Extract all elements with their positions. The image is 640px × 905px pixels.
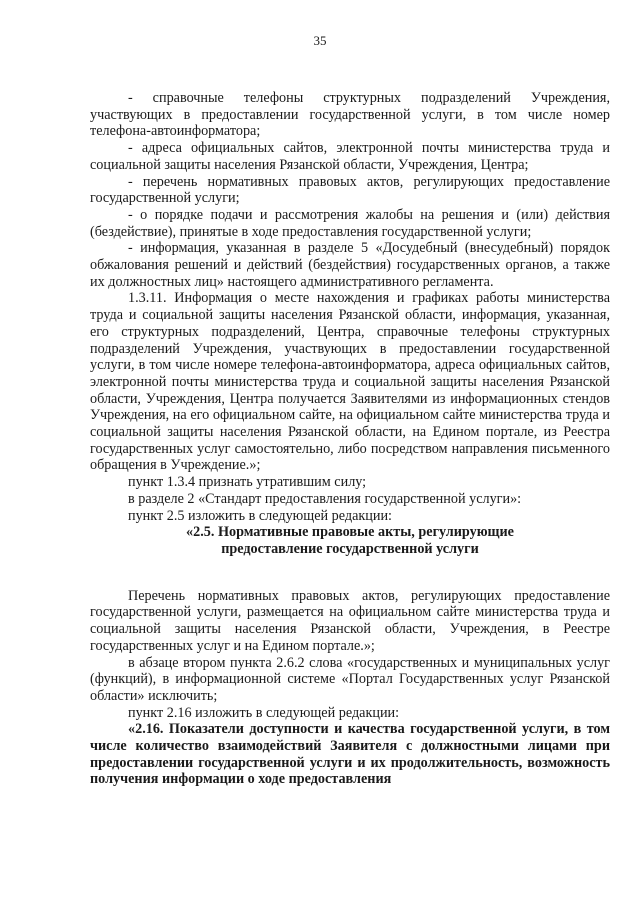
document-body (90, 90, 610, 788)
list-item-legal-acts: - перечень нормативных правовых актов, регулирующих предоставление государственной услуги; (90, 173, 610, 207)
heading-2-5-line2: предоставление государственной услуги (221, 540, 479, 557)
paragraph-2-6-2: в абзаце втором пункта 2.6.2 слова «государственных и муниципальных услуг (функций), в информационной системе «Портал Государственных услуг Рязанской области» исключить; (90, 654, 610, 704)
paragraph-2-16: «2.16. Показатели доступности и качества государственной услуги, в том числе количество взаимодействий Заявителя с должностными лицами при предоставлении государственной услуги и их продолжительность, возможность получения информации о ходе предоставления (90, 721, 610, 788)
spacer (90, 558, 610, 588)
list-item-complaints: - о порядке подачи и рассмотрения жалобы на решения и (или) действия (бездействие), принятые в ходе предоставления государственной услуги; (90, 206, 610, 240)
paragraph-legal-acts-list: Перечень нормативных правовых актов, регулирующих предоставление государственной услуги, размещается на официальном сайте министерства труда и социальной защиты населения Рязанской области, Учреждения, в Реестре государственных услуг и на Едином портале.»; (90, 587, 610, 654)
paragraph-1-3-11: 1.3.11. Информация о месте нахождения и графиках работы министерства труда и социальной защиты населения Рязанской области, информация, указанная, его структурных подразделений, Центра, справочные телефоны структурных подразделений Учреждения, участвующих в предоставлении государственной услуги, в том числе номере телефона-автоинформатора, адреса официальных сайтов, электронной почты министерства труда и социальной защиты населения Рязанской области, Учреждения, Центра получается Заявителями из информационных стендов Учреждения, на его официальном сайте, на официальном сайте министерства труда и социальной защиты населения Рязанской области, на Едином портале, из Реестра государственных услуг самостоятельно, либо посредством направления письменного обращения в Учреждение.»; (90, 290, 610, 474)
page-number: 35 (313, 33, 327, 48)
list-item-section-5: - информация, указанная в разделе 5 «Досудебный (внесудебный) порядок обжалования решений и действий (бездействия) государственных органов, а также их должностных лиц» настоящего административного регламента. (90, 240, 610, 290)
paragraph-2-16-intro: пункт 2.16 изложить в следующей редакции: (128, 704, 400, 721)
list-item-phones: - справочные телефоны структурных подразделений Учреждения, участвующих в предоставлении государственной услуги, в том числе номер телефона-автоинформатора; (90, 90, 610, 140)
paragraph-2-5-intro: пункт 2.5 изложить в следующей редакции: (128, 507, 392, 524)
list-item-websites: - адреса официальных сайтов, электронной почты министерства труда и социальной защиты населения Рязанской области, Учреждения, Центра; (90, 140, 610, 173)
heading-2-5-line1: «2.5. Нормативные правовые акты, регулирующие (186, 524, 514, 541)
paragraph-1-3-4: пункт 1.3.4 признать утратившим силу; (128, 474, 367, 491)
paragraph-section-2: в разделе 2 «Стандарт предоставления государственной услуги»: (128, 490, 522, 507)
